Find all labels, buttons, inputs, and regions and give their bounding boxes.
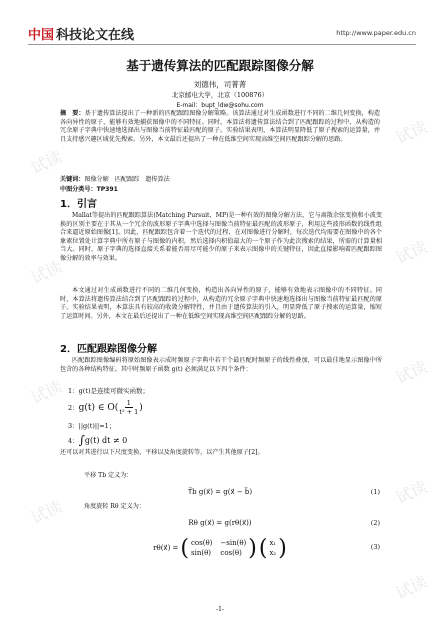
authors: 刘德伟，司菁菁 <box>193 80 247 89</box>
condition-2-label: 2： <box>68 404 79 412</box>
watermark: 试读 <box>392 477 430 508</box>
condition-4-math: g(t) dt ≠ 0 <box>84 435 128 445</box>
paragraph: Mallat等提出的匹配跟踪算法(Matching Pursuit，MP)是一种有效的图像分解方法，它与离散余弦变换和小波变换的区别主要在于其从一个冗余的波形原子字典中选择与图像当前特征最匹配的波形原子，利用这些波形函数的线性组合来逼近原始图像[1]。因此，匹配跟踪包含着一个迭代的过程，在对图像进行分解时，每次迭代均需要在图像中的各个象素位置处计算字典中所有原子与图像的内积，然后选择内积值最大的一个原子作为此次搜索的结果，所需的计算量相当大。同时，原子字典的选择直接关系着能否用尽可能少的原子来表示图像中的关键特征，因此直接影响着匹配跟踪图像分解的效率与效果。 <box>60 212 382 262</box>
logo-text: 科技论文在线 <box>56 27 135 43</box>
condition-2: 2： g(t) ∈ O( $\frac{1}{\text{t² + 1}}$ ) <box>68 399 143 416</box>
condition-3: 3：||g(t)||=1； <box>68 422 116 430</box>
equation-3 <box>60 533 380 563</box>
equation-2-body: Rθ g(x⃗) = g(rθ(x⃗)) <box>188 519 252 527</box>
rotation-matrix <box>191 539 246 557</box>
matrix-cell: cos(θ) <box>220 549 242 557</box>
equation-1-number: (1) <box>370 488 380 496</box>
email: E-mail：bupt_ldw@sohu.com <box>176 102 264 109</box>
equation-2 <box>60 519 380 527</box>
equation-1-body: T⃗b g(x⃗) = g(x⃗ − b⃗) <box>187 488 253 496</box>
watermark: 试读 <box>27 257 65 288</box>
abstract-text: 基于遗传算法提出了一种新的匹配跟踪图像分解策略。该算法通过对生成函数进行不同的二维几何变换，构造各向异性的原子，能够有效地捕获图像中的不同特征。同时，本算法将遗传算法结合到了匹配跟踪的过程中，从构造的冗余原子字典中快速地选择出与图像当前特征最匹配的原子。实验结果表明，本算法明显降低了原子搜索的运算量，并且支持感兴趣区域优先搜索。另外，本文最后还提出了一种在低维空间实现高维空间匹配跟踪分解的思路。 <box>60 110 381 143</box>
vector <box>269 539 276 557</box>
integral-icon: ∫ <box>78 433 85 447</box>
keywords <box>60 174 380 183</box>
logo-mark: 中国 <box>28 27 55 43</box>
section-heading: 1．引言 <box>60 199 97 210</box>
bracket-icon: ) <box>248 535 257 561</box>
watermark: 试读 <box>392 117 430 148</box>
header-url[interactable]: http://www.paper.edu.cn <box>336 29 416 37</box>
vector-cell: x₁ <box>269 539 277 547</box>
matrix-cell: cos(θ) <box>191 539 213 547</box>
equation-3-lhs: rθ(x⃗) = <box>153 544 179 552</box>
bracket-icon: ( <box>180 535 189 561</box>
fraction-numerator: 1 <box>126 399 131 407</box>
watermark: 试读 <box>392 572 430 603</box>
paragraph: 还可以对其进行以下尺度变换、平移以及角度旋转等，以产生其他原子[2]。 <box>60 449 264 456</box>
watermark: 试读 <box>27 147 65 178</box>
matrix-cell: sin(θ) <box>191 549 212 557</box>
condition-1: 1：g(t)是连续可微实函数； <box>68 387 149 395</box>
fraction <box>119 399 138 416</box>
equation-3-body <box>60 533 380 563</box>
affiliation: 北京邮电大学，北京（100876） <box>171 91 269 99</box>
bracket-icon: ( <box>258 535 268 561</box>
page-number: -1- <box>216 606 224 613</box>
page-header <box>28 22 416 45</box>
watermark: 试读 <box>27 377 65 408</box>
watermark: 试读 <box>392 357 430 388</box>
section-heading: 2．匹配跟踪图像分解 <box>60 344 157 355</box>
watermark: 试读 <box>392 237 430 268</box>
abstract <box>60 110 380 144</box>
equation-3-number: (3) <box>370 543 380 551</box>
classification-label: 中图分类号： <box>60 186 97 193</box>
bracket-icon: ) <box>278 535 287 561</box>
keywords-text: 图像分解 匹配跟踪 遗传算法 <box>84 176 170 183</box>
condition-4-label: 4： <box>68 436 79 445</box>
classification <box>60 184 380 193</box>
keywords-label: 关键词： <box>60 176 85 183</box>
classification-text: TP391 <box>96 186 118 193</box>
condition-4 <box>68 433 127 447</box>
shift-definition: 平移 Tb 定义为： <box>84 472 133 479</box>
paragraph: 本文通过对生成函数进行不同的二维几何变换，构造出各向异性的原子，能够有效地表示图像中的不同特征。同时，本算法将遗传算法结合到了匹配跟踪的过程中，从构造的冗余原子字典中快速地选择出与图像当前特征最匹配的原子。实验结果表明，本算法具有较高的收敛分解特性，并且由于遗传算法的引入，明显降低了原子搜索的运算量，缩短了运算时间。另外，本文在最后还提出了一种在低维空间实现高维空间匹配跟踪分解的思路。 <box>60 287 382 320</box>
equation-2-number: (2) <box>370 519 380 527</box>
rotation-definition: 角度旋转 Rθ 定义为： <box>84 503 145 510</box>
logo <box>28 24 134 43</box>
equation-1 <box>60 488 380 496</box>
paragraph: 匹配跟踪图像编码将原始图像表示成时频原子字典中若干个最匹配时频原子的线性叠加，可以最佳地显示图像中所包含的各种结构特征。其中时频原子函数 g(t) 必须满足以下四个条件： <box>60 357 382 373</box>
watermark: 试读 <box>27 497 65 528</box>
fraction-denominator: t² + 1 <box>119 408 139 416</box>
condition-2-math: g(t) ∈ O( <box>78 402 119 413</box>
vector-cell: x₂ <box>269 549 277 557</box>
abstract-label: 摘 要： <box>60 110 85 117</box>
matrix-cell: −sin(θ) <box>220 539 247 547</box>
paper-title: 基于遗传算法的匹配跟踪图像分解 <box>126 58 314 73</box>
